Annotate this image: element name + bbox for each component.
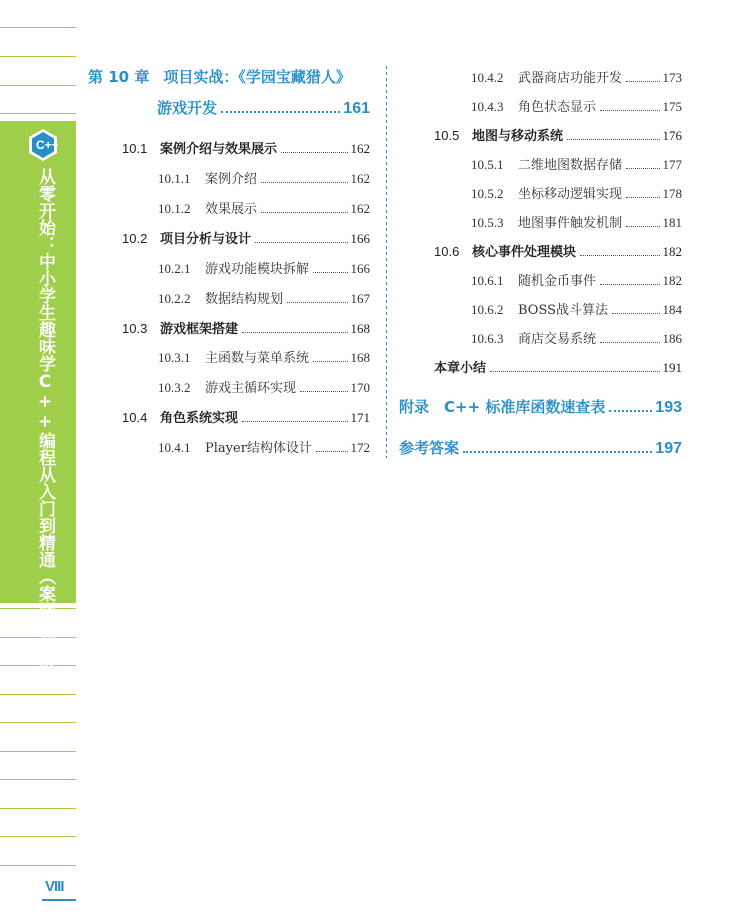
toc-num: 10.1.2 — [158, 201, 191, 216]
toc-page: 177 — [662, 157, 682, 172]
toc-num: 10.3.2 — [158, 380, 191, 395]
leader-dots — [255, 242, 347, 243]
leader-dots — [313, 361, 347, 362]
cpp-logo-icon — [27, 128, 59, 162]
margin-rule — [0, 865, 76, 866]
book-title-vertical: 从零开始：中小学生趣味学C++编程从入门到精通（案例视频版） — [35, 168, 55, 687]
toc-label: 本章小结 — [434, 361, 487, 376]
toc-label: 效果展示 — [205, 202, 258, 217]
appendix-entry[interactable] — [399, 396, 682, 417]
toc-num: 10.4.2 — [471, 70, 504, 85]
margin-rule — [0, 779, 76, 780]
leader-dots — [313, 272, 347, 273]
toc-num: 10.6.1 — [471, 273, 504, 288]
leader-dots — [600, 110, 659, 111]
toc-subsection[interactable] — [158, 347, 370, 366]
toc-page: 176 — [662, 128, 682, 143]
toc-subsection[interactable] — [471, 96, 682, 115]
chapter-title-line1: 项目实战：《学园宝藏猎人》 — [163, 68, 351, 86]
leader-dots — [580, 255, 659, 256]
toc-summary[interactable] — [434, 357, 682, 376]
toc-num: 10.4.3 — [471, 99, 504, 114]
toc-num: 10.2 — [122, 231, 148, 246]
toc-page: 166 — [350, 261, 370, 276]
toc-page: 167 — [350, 291, 370, 306]
leader-dots — [261, 182, 347, 183]
leader-dots — [463, 451, 652, 453]
toc-label: 角色状态显示 — [518, 100, 597, 115]
toc-label: 主函数与菜单系统 — [205, 351, 310, 366]
toc-label: 游戏主循环实现 — [205, 381, 297, 396]
leader-dots — [261, 212, 347, 213]
toc-page: 168 — [350, 321, 370, 336]
toc-page: 186 — [662, 331, 682, 346]
leader-dots — [242, 332, 347, 333]
chapter-number: 第 10 章 — [88, 68, 150, 86]
toc-page: 181 — [662, 215, 682, 230]
toc-label: 随机金币事件 — [518, 274, 597, 289]
toc-num: 10.2.2 — [158, 291, 191, 306]
toc-label: Player结构体设计 — [205, 441, 312, 456]
leader-dots — [567, 139, 659, 140]
leader-dots — [221, 111, 340, 113]
column-divider — [386, 66, 387, 458]
margin-rule — [0, 694, 76, 695]
toc-num: 10.1.1 — [158, 171, 191, 186]
toc-page: 182 — [662, 273, 682, 288]
toc-num: 10.5.1 — [471, 157, 504, 172]
toc-section[interactable] — [122, 407, 370, 426]
toc-page: 170 — [350, 380, 370, 395]
page-number: VIII — [45, 878, 64, 895]
leader-dots — [300, 391, 347, 392]
leader-dots — [612, 313, 659, 314]
toc-page: 168 — [350, 350, 370, 365]
toc-page: 171 — [350, 410, 370, 425]
appendix-label: 附录 C++ 标准库函数速查表 — [399, 398, 606, 416]
toc-num: 10.6.2 — [471, 302, 504, 317]
chapter-title-line2: 游戏开发 — [157, 99, 218, 117]
answers-page: 197 — [655, 440, 682, 457]
toc-page: 178 — [662, 186, 682, 201]
toc-subsection[interactable] — [158, 168, 370, 187]
toc-page: 162 — [350, 141, 370, 156]
toc-label: 案例介绍与效果展示 — [160, 142, 278, 157]
toc-num: 10.3.1 — [158, 350, 191, 365]
toc-num: 10.3 — [122, 321, 148, 336]
toc-subsection[interactable] — [471, 212, 682, 231]
appendix-page: 193 — [655, 399, 682, 416]
leader-dots — [287, 302, 347, 303]
toc-label: 案例介绍 — [205, 172, 258, 187]
leader-dots — [600, 284, 659, 285]
toc-label: 游戏框架搭建 — [160, 322, 239, 337]
toc-num: 10.5.2 — [471, 186, 504, 201]
toc-page: 182 — [662, 244, 682, 259]
toc-label: 游戏功能模块拆解 — [205, 262, 310, 277]
toc-num: 10.2.1 — [158, 261, 191, 276]
toc-label: 武器商店功能开发 — [518, 71, 623, 86]
toc-subsection[interactable] — [471, 183, 682, 202]
toc-num: 10.4.1 — [158, 440, 191, 455]
toc-num: 10.5.3 — [471, 215, 504, 230]
toc-label: 数据结构规划 — [205, 292, 284, 307]
toc-num: 10.6 — [434, 244, 460, 259]
toc-subsection[interactable] — [158, 377, 370, 396]
toc-section[interactable] — [434, 241, 682, 260]
margin-rule — [0, 808, 76, 809]
leader-dots — [600, 342, 659, 343]
toc-page: 184 — [662, 302, 682, 317]
toc-label: 商店交易系统 — [518, 332, 597, 347]
toc-label: 项目分析与设计 — [160, 232, 252, 247]
chapter-page: 161 — [343, 100, 370, 117]
toc-label: 地图与移动系统 — [472, 129, 564, 144]
margin-rule — [0, 751, 76, 752]
leader-dots — [490, 371, 659, 372]
leader-dots — [626, 81, 659, 82]
toc-subsection[interactable] — [158, 288, 370, 307]
toc-page: 172 — [350, 440, 370, 455]
toc-num: 10.1 — [122, 141, 148, 156]
margin-rule — [0, 85, 76, 86]
toc-subsection[interactable] — [471, 328, 682, 347]
toc-section[interactable] — [122, 228, 370, 247]
margin-rule — [0, 113, 76, 114]
toc-label: BOSS战斗算法 — [518, 303, 609, 318]
toc-label: 核心事件处理模块 — [472, 245, 577, 260]
toc-num: 10.4 — [122, 410, 148, 425]
page-number-underline — [42, 899, 76, 901]
svg-text:C++: C++ — [36, 138, 59, 152]
margin-rule — [0, 722, 76, 723]
toc-page: 162 — [350, 171, 370, 186]
toc-section[interactable] — [434, 125, 682, 144]
margin-rule — [0, 836, 76, 837]
leader-dots — [316, 451, 348, 452]
answers-label: 参考答案 — [399, 439, 460, 457]
toc-section[interactable] — [122, 138, 370, 157]
leader-dots — [626, 226, 659, 227]
toc-page: 191 — [662, 360, 682, 375]
margin-rule — [0, 56, 76, 57]
answers-entry[interactable] — [399, 437, 682, 458]
leader-dots — [626, 197, 659, 198]
toc-subsection[interactable] — [471, 154, 682, 173]
toc-page: 162 — [350, 201, 370, 216]
toc-page: 173 — [662, 70, 682, 85]
leader-dots — [281, 152, 347, 153]
toc-subsection[interactable] — [471, 67, 682, 86]
toc-num: 10.6.3 — [471, 331, 504, 346]
toc-subsection[interactable] — [471, 270, 682, 289]
toc-label: 坐标移动逻辑实现 — [518, 187, 623, 202]
leader-dots — [609, 410, 652, 412]
toc-label: 二维地图数据存储 — [518, 158, 623, 173]
toc-subsection[interactable] — [471, 299, 682, 318]
toc-section[interactable] — [122, 318, 370, 337]
margin-rule — [0, 27, 76, 28]
toc-label: 角色系统实现 — [160, 411, 239, 426]
leader-dots — [626, 168, 659, 169]
toc-subsection[interactable] — [158, 258, 370, 277]
toc-num: 10.5 — [434, 128, 460, 143]
toc-page: 175 — [662, 99, 682, 114]
toc-subsection[interactable] — [158, 198, 370, 217]
toc-subsection[interactable] — [158, 437, 370, 456]
toc-label: 地图事件触发机制 — [518, 216, 623, 231]
leader-dots — [242, 421, 347, 422]
toc-page: 166 — [350, 231, 370, 246]
